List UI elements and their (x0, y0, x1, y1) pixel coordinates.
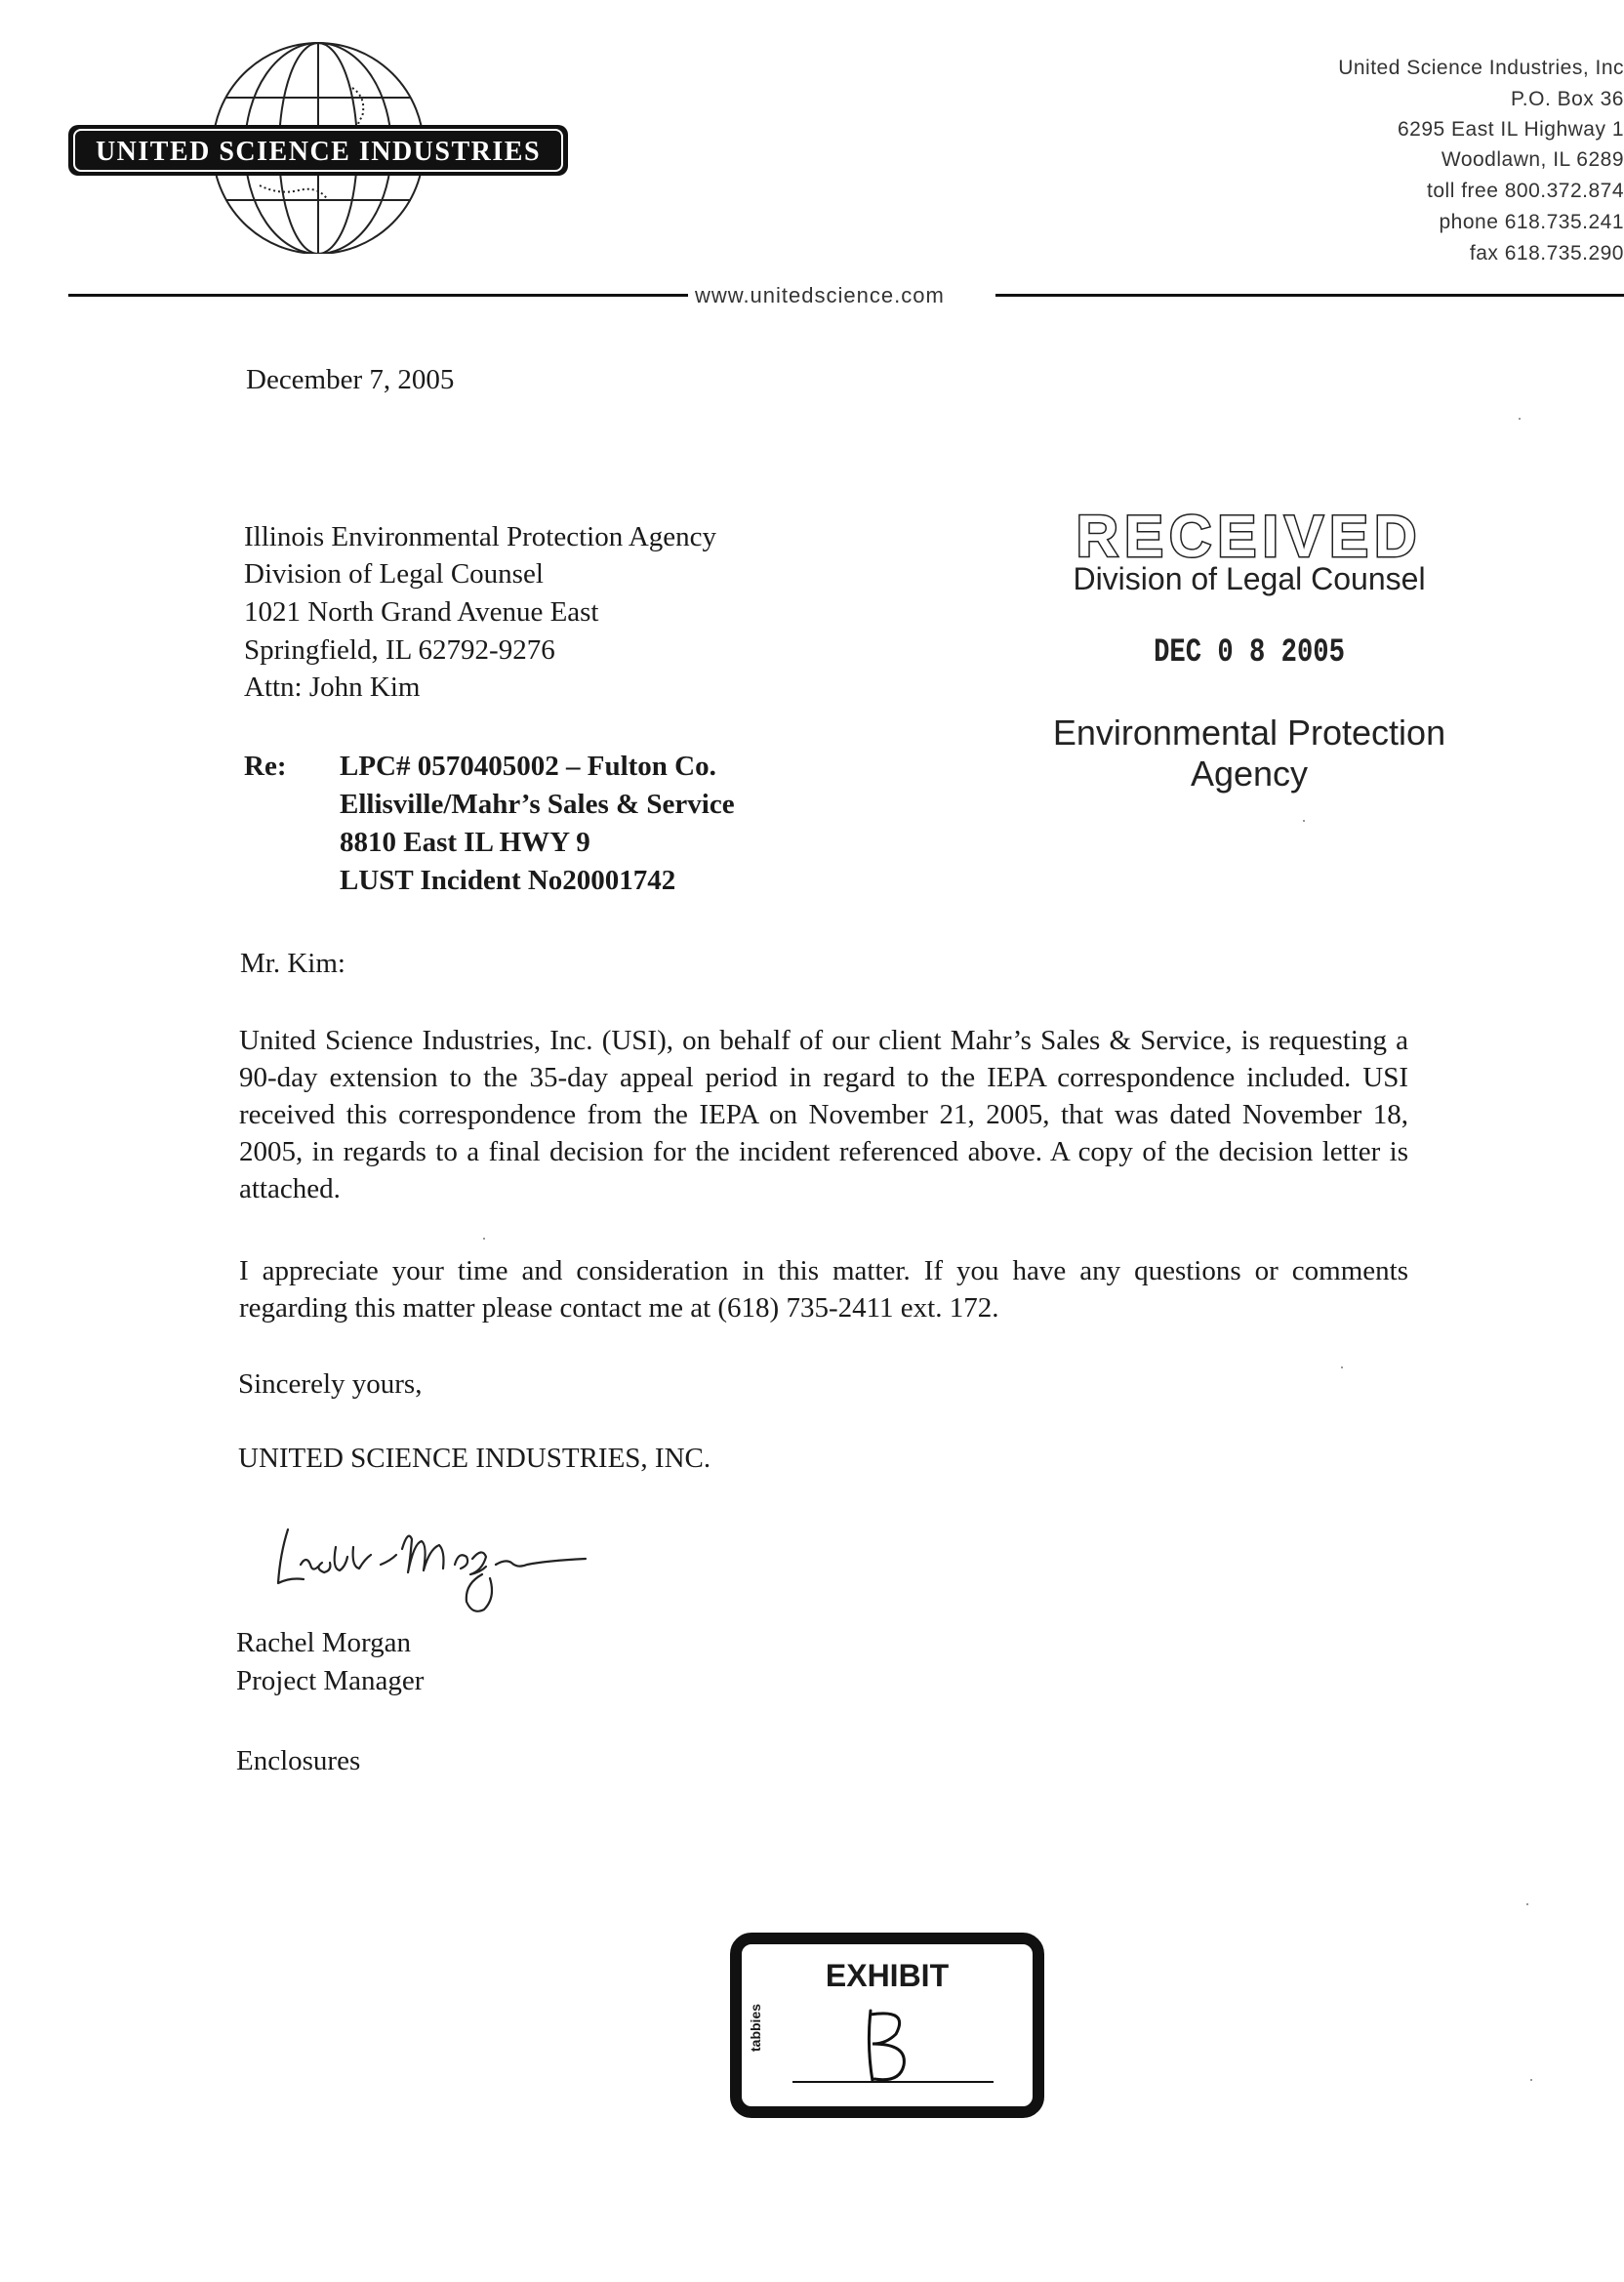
body-paragraph-1: United Science Industries, Inc. (USI), on behalf of our client Mahr’s Sales & Service, is requesting a 90-day extension to the 35-day appeal period in regard to the IEPA correspondence included. USI received this correspondence from the IEPA on November 21, 2005, that was dated November 18, 2005, in regards to a final decision for the incident referenced above. A copy of the decision letter is attached. (239, 1025, 1408, 1204)
scan-speck (1530, 2079, 1532, 2081)
closing: Sincerely yours, (238, 1368, 423, 1400)
exhibit-tab (730, 1933, 1044, 2118)
signer-name: Rachel Morgan (236, 1627, 412, 1658)
exhibit-brand: tabbies (748, 2003, 763, 2052)
recipient-line: Illinois Environmental Protection Agency (244, 521, 717, 552)
recipient-attn: Attn: John Kim (244, 672, 421, 703)
salutation: Mr. Kim: (240, 948, 345, 979)
scan-speck (483, 1238, 485, 1240)
subject-line: LPC# 0570405002 – Fulton Co. (340, 751, 716, 782)
stamp-agency-line2: Agency (1190, 754, 1309, 794)
letterhead-divider-left (68, 294, 688, 297)
closing-company: UNITED SCIENCE INDUSTRIES, INC. (238, 1443, 711, 1474)
stamp-division: Division of Legal Counsel (1073, 561, 1426, 596)
letterhead-divider-right (995, 294, 1624, 297)
subject-line: LUST Incident No20001742 (340, 865, 676, 896)
address-city: Woodlawn, IL 6289 (1441, 148, 1624, 171)
handwritten-signature (264, 1508, 595, 1625)
address-company: United Science Industries, Inc (1338, 57, 1624, 79)
enclosures-note: Enclosures (236, 1745, 361, 1776)
letter-date: December 7, 2005 (246, 364, 455, 395)
address-fax: fax 618.735.290 (1469, 242, 1624, 265)
scan-speck (1526, 1903, 1528, 1905)
stamp-date: DEC 0 8 2005 (1154, 634, 1345, 672)
recipient-line: Springfield, IL 62792-9276 (244, 634, 555, 666)
subject-label: Re: (244, 751, 287, 782)
exhibit-title: EXHIBIT (825, 1958, 950, 1993)
logo-wordmark: UNITED SCIENCE INDUSTRIES (95, 137, 542, 167)
exhibit-underline (792, 2081, 994, 2083)
subject-line: 8810 East IL HWY 9 (340, 827, 590, 858)
stamp-heading: RECEIVED (1076, 504, 1423, 569)
scan-speck (1341, 1366, 1343, 1368)
website-link[interactable]: www.unitedscience.com (695, 283, 945, 307)
recipient-line: Division of Legal Counsel (244, 558, 544, 590)
subject-line: Ellisville/Mahr’s Sales & Service (340, 789, 735, 820)
company-logo (64, 39, 572, 254)
signer-title: Project Manager (236, 1665, 425, 1696)
body-paragraph-2: I appreciate your time and consideration in this matter. If you have any questions or comments regarding this matter please contact me at (618) 735-2411 ext. 172. (239, 1255, 1408, 1324)
recipient-line: 1021 North Grand Avenue East (244, 596, 599, 628)
stamp-agency-line1: Environmental Protection (1052, 713, 1446, 753)
scan-speck (1303, 820, 1305, 822)
scan-speck (1519, 418, 1521, 420)
exhibit-letter-b (849, 2003, 927, 2091)
address-street: 6295 East IL Highway 1 (1397, 118, 1624, 141)
address-toll-free: toll free 800.372.874 (1427, 180, 1624, 202)
address-phone: phone 618.735.241 (1439, 211, 1624, 233)
address-po-box: P.O. Box 36 (1510, 88, 1624, 110)
